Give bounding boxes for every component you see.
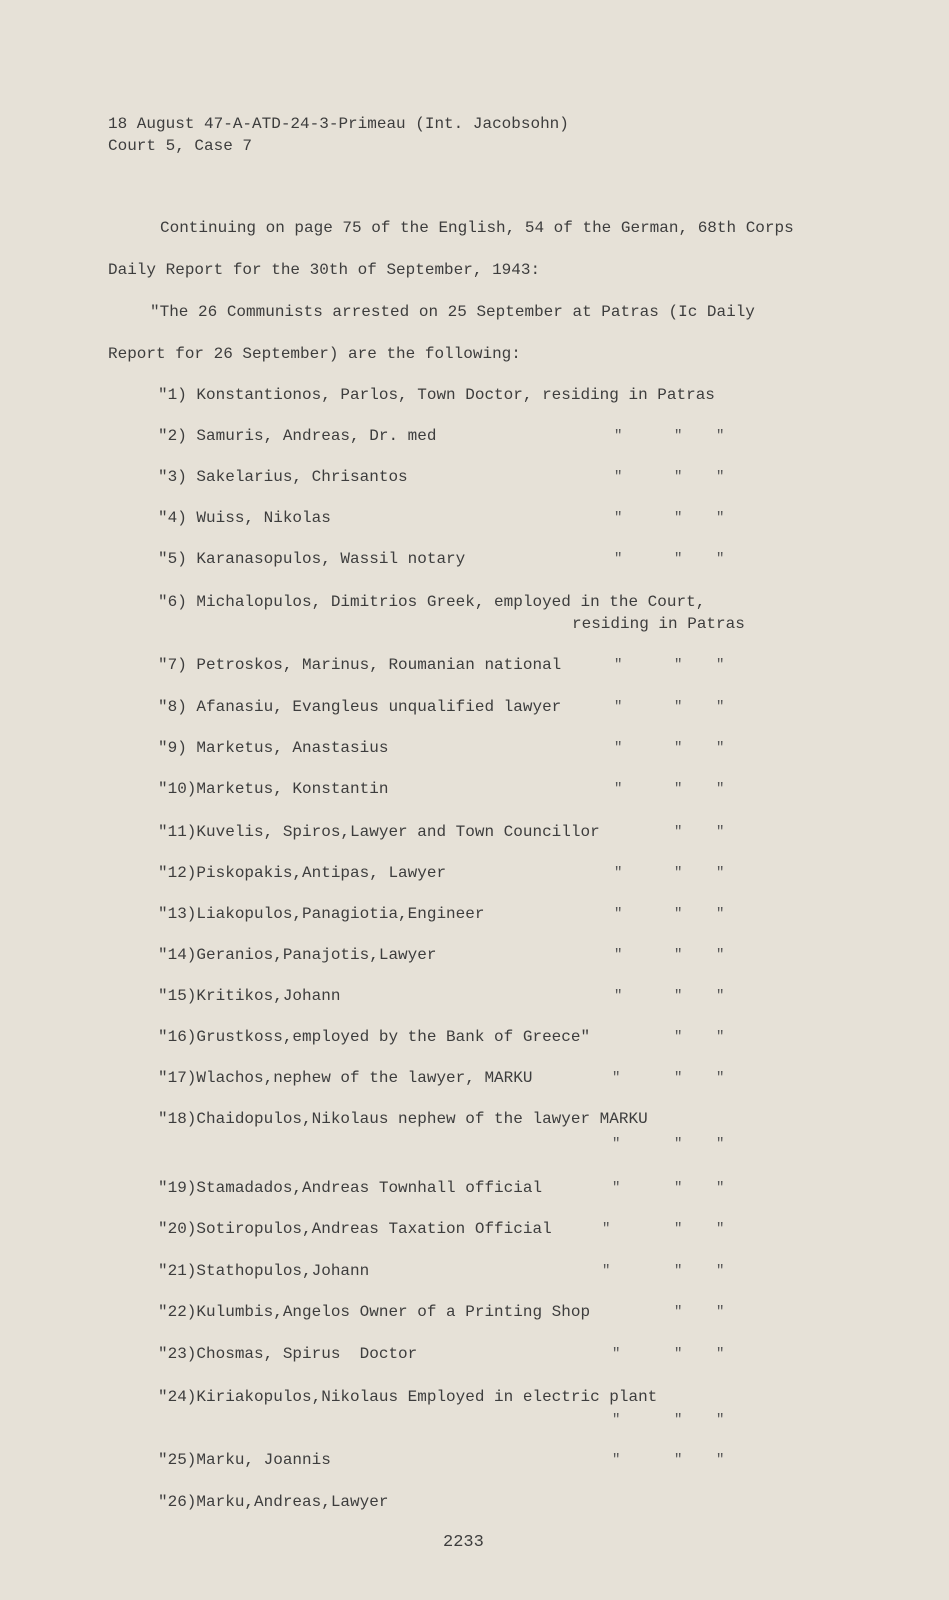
list-item: "14)Geranios,Panajotis,Lawyer [158,946,437,964]
ditto-mark: " [716,1346,725,1362]
list-item: "23)Chosmas, Spirus Doctor [158,1345,418,1363]
ditto-mark: " [674,469,683,485]
ditto-mark: " [716,781,725,797]
list-item: "22)Kulumbis,Angelos Owner of a Printing Shop [158,1303,591,1321]
ditto-mark: " [674,1136,683,1152]
list-item: "20)Sotiropulos,Andreas Taxation Official [158,1220,552,1238]
list-item: "9) Marketus, Anastasius [158,739,389,757]
list-item: "11)Kuvelis, Spiros,Lawyer and Town Councillor [158,823,600,841]
ditto-mark: " [674,947,683,963]
ditto-mark: " [602,1263,611,1279]
list-item: "21)Stathopulos,Johann [158,1262,370,1280]
ditto-mark: " [674,1029,683,1045]
ditto-mark: " [716,657,725,673]
ditto-mark: " [716,906,725,922]
ditto-mark: " [614,469,623,485]
list-item-continuation: residing in Patras [572,615,745,633]
ditto-mark: " [674,1263,683,1279]
ditto-mark: " [674,699,683,715]
ditto-mark: " [716,988,725,1004]
list-item: "24)Kiriakopulos,Nikolaus Employed in electric plant [158,1388,658,1406]
ditto-mark: " [612,1180,621,1196]
ditto-mark: " [674,988,683,1004]
list-item: "17)Wlachos,nephew of the lawyer, MARKU [158,1069,533,1087]
list-item: "7) Petroskos, Marinus, Roumanian national [158,656,562,674]
ditto-mark: " [612,1412,621,1428]
ditto-mark: " [602,1221,611,1237]
list-item: "13)Liakopulos,Panagiotia,Engineer [158,905,485,923]
list-item: "4) Wuiss, Nikolas [158,509,331,527]
list-item: "19)Stamadados,Andreas Townhall official [158,1179,543,1197]
ditto-mark: " [674,1346,683,1362]
ditto-mark: " [674,1070,683,1086]
ditto-mark: " [614,699,623,715]
ditto-mark: " [674,1180,683,1196]
ditto-mark: " [614,551,623,567]
ditto-mark: " [716,865,725,881]
ditto-mark: " [612,1070,621,1086]
list-item: "18)Chaidopulos,Nikolaus nephew of the lawyer MARKU [158,1110,648,1128]
ditto-mark: " [716,469,725,485]
list-item: "5) Karanasopulos, Wassil notary [158,550,466,568]
ditto-mark: " [614,740,623,756]
ditto-mark: " [674,1221,683,1237]
ditto-mark: " [674,906,683,922]
ditto-mark: " [716,1452,725,1468]
ditto-mark: " [614,657,623,673]
header-line-1: 18 August 47-A-ATD-24-3-Primeau (Int. Jacobsohn) [108,115,569,133]
intro-line-1: Continuing on page 75 of the English, 54 of the German, 68th Corps [160,219,794,237]
ditto-mark: " [674,1304,683,1320]
ditto-mark: " [612,1346,621,1362]
list-item: "6) Michalopulos, Dimitrios Greek, employed in the Court, [158,593,706,611]
ditto-mark: " [716,740,725,756]
intro-line-4: Report for 26 September) are the following: [108,345,521,363]
list-item: "2) Samuris, Andreas, Dr. med [158,427,437,445]
ditto-mark: " [716,1029,725,1045]
list-item: "3) Sakelarius, Chrisantos [158,468,408,486]
ditto-mark: " [674,1412,683,1428]
ditto-mark: " [674,551,683,567]
list-item: "25)Marku, Joannis [158,1451,331,1469]
list-item: "16)Grustkoss,employed by the Bank of Greece" [158,1028,591,1046]
ditto-mark: " [716,824,725,840]
ditto-mark: " [674,781,683,797]
ditto-mark: " [674,824,683,840]
ditto-mark: " [716,1221,725,1237]
ditto-mark: " [614,947,623,963]
ditto-mark: " [716,699,725,715]
list-item: "15)Kritikos,Johann [158,987,341,1005]
ditto-mark: " [716,947,725,963]
ditto-mark: " [716,1263,725,1279]
ditto-mark: " [614,865,623,881]
list-item: "26)Marku,Andreas,Lawyer [158,1493,389,1511]
ditto-mark: " [674,657,683,673]
intro-line-3: "The 26 Communists arrested on 25 September at Patras (Ic Daily [150,303,755,321]
intro-line-2: Daily Report for the 30th of September, 1943: [108,261,541,279]
page-number: 2233 [443,1533,484,1552]
ditto-mark: " [614,906,623,922]
ditto-mark: " [674,510,683,526]
list-item: "12)Piskopakis,Antipas, Lawyer [158,864,447,882]
list-item: "8) Afanasiu, Evangleus unqualified lawyer [158,698,562,716]
ditto-mark: " [614,428,623,444]
list-item: "10)Marketus, Konstantin [158,780,389,798]
ditto-mark: " [674,428,683,444]
list-item: "1) Konstantionos, Parlos, Town Doctor, residing in Patras [158,386,715,404]
ditto-mark: " [716,1412,725,1428]
ditto-mark: " [716,428,725,444]
ditto-mark: " [614,510,623,526]
ditto-mark: " [674,740,683,756]
ditto-mark: " [716,1136,725,1152]
ditto-mark: " [674,1452,683,1468]
ditto-mark: " [612,1452,621,1468]
ditto-mark: " [614,781,623,797]
ditto-mark: " [716,1180,725,1196]
ditto-mark: " [716,1070,725,1086]
ditto-mark: " [674,865,683,881]
ditto-mark: " [612,1136,621,1152]
header-line-2: Court 5, Case 7 [108,137,253,155]
ditto-mark: " [716,551,725,567]
ditto-mark: " [716,1304,725,1320]
ditto-mark: " [614,988,623,1004]
ditto-mark: " [716,510,725,526]
